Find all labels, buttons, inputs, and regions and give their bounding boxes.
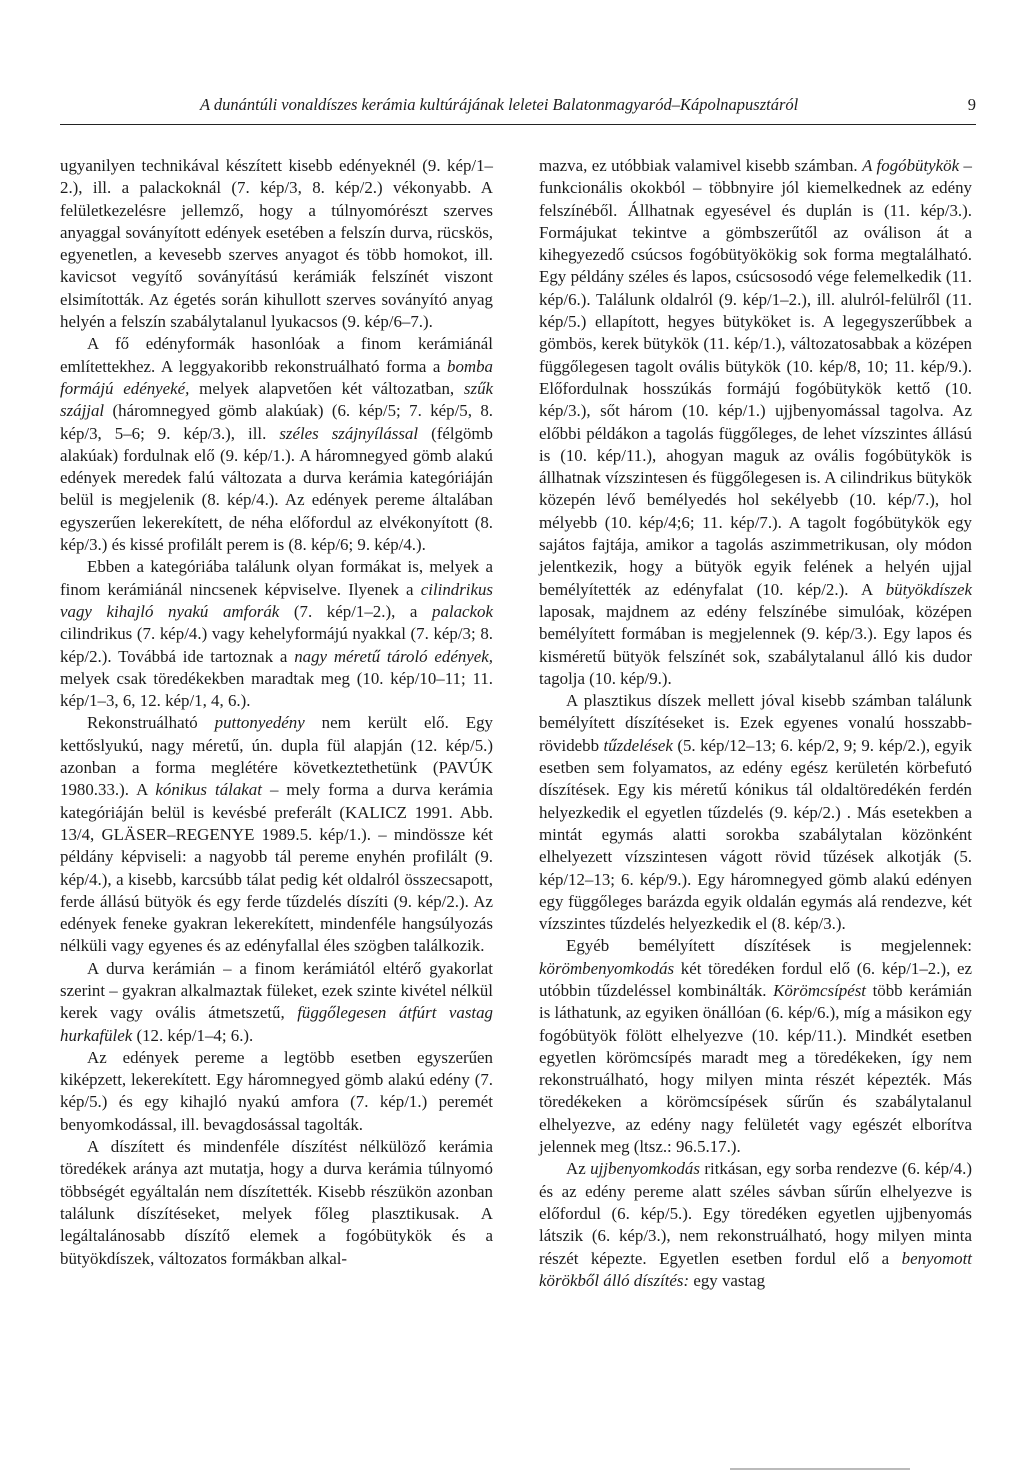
italic-term: szűk szájjal: [60, 378, 494, 421]
italic-term: benyomott körökből álló díszítés:: [539, 1248, 972, 1290]
text-run: Rekonstruálható: [87, 713, 215, 733]
text-run: A durva kerámián – a finom kerámiától eltérő gyakorlat szerint – gyakran alkalmaztak füleket, ezek szinte kivétel nélkül kerek vagy ovális átmetszetű,: [60, 958, 493, 1023]
text-run: mazva, ez utóbbiak valamivel kisebb számban.: [539, 156, 863, 175]
text-run: két töredéken fordul elő (6. kép/1–2.), ez utóbbin tűzdeléssel kombinálták.: [539, 958, 972, 1000]
text-run: ugyanilyen technikával készített kisebb edényeknél (9. kép/1–2.), ill. a palackoknál (7. kép/3, 8. kép/2.) vékonyabb. A felületkezelésre jellemző, hogy a túlnyomórészt szerves anyaggal soványított edények esetében a felszín durva, rücskös, egyenetlen, a kevesebb szerves anyagot és több homokot, ill. kavicsot vegyítő soványítású kerámiák felszínét viszont elsimították. Az égetés során kihullott szerves soványító anyag helyén a felszín szabálytalanul lyukacsos (9. kép/6–7.).: [60, 156, 493, 332]
paragraph: [60, 333, 493, 556]
page-number: 9: [967, 95, 976, 114]
italic-term: A fogóbütykök: [862, 156, 960, 175]
italic-term: nagy méretű tároló edények,: [294, 646, 493, 666]
paragraph: [60, 1047, 493, 1136]
text-run: (5. kép/12–13; 6. kép/2, 9; 9. kép/2.), egyik esetben sem folyamatos, az edény egész kerületén körbefutó díszítések. Egy kis méretű kónikus tál oldaltöredékén ferdén helyezkedik el egyetlen tűzdelés (9. kép/2.) . Más esetekben a mintát egymás alatti sorokba szabálytalan közönként elhelyezett vízszintesen vágott rövid tűzések alkotják (5. kép/12–13; 6. kép/9.). Egy háromnegyed gömb alakú edényen egy függőleges barázda egyik oldalán egymás alá rendezve, két vízszintes tűzdelés helyezkedik el (8. kép/3.).: [539, 735, 973, 934]
paragraph: [60, 155, 493, 333]
paragraph: [60, 1136, 493, 1270]
text-run: ritkásan, egy sorba rendezve (6. kép/4.) és az edény pereme alatt széles sávban sűrűn elhelyezve is előfordul (6. kép/5.). Egy töredéken egyetlen ujjbenyomás látszik (6. kép/3.), nem rekonstruálható, hogy milyen minta részét képezte. Egyetlen esetben fordul elő a: [539, 1159, 972, 1268]
paragraph: [60, 712, 493, 957]
italic-term: széles szájnyílással: [279, 423, 419, 443]
text-run: cilindrikus (7. kép/4.) vagy kehelyformájú nyakkal (7. kép/3; 8. kép/2.). Továbbá ide tartoznak a: [60, 624, 493, 666]
left-text-column: [60, 155, 493, 1270]
italic-term: körömbenyomkodás: [539, 958, 675, 978]
text-run: (félgömb alakúak) fordulnak elő (9. kép/1.). A háromnegyed gömb alakú edények meredek falú változata a durva kerámia kategóriáján belül is megjelenik (8. kép/4.). Az edények pereme általában egyszerűen lekerekített, de néha előfordul az elvékonyított (8. kép/3.) és kissé profilált perem is (8. kép/6; 9. kép/4.).: [60, 423, 493, 555]
text-run: Ebben a kategóriába találunk olyan formákat is, melyek a finom kerámiánál nincsenek képviselve. Ilyenek a: [60, 557, 493, 599]
header-rule: [60, 124, 976, 125]
text-run: melyek csak töredékekben maradtak meg (10. kép/10–11; 11. kép/1–3, 6, 12. kép/1, 4, 6.).: [60, 668, 493, 711]
italic-term: palackok: [432, 601, 493, 621]
text-run: A plasztikus díszek mellett jóval kisebb számban találunk bemélyített díszítéseket is. Ezek egyenes vonalú hosszabb-rövidebb: [539, 691, 972, 755]
text-run: – mely forma a durva kerámia kategóriáján belül is kevésbé preferált (KALICZ 1991. Abb. 13/4, GLÄSER–REGENYE 1989.5. kép/1.). – mindössze két példány képviseli: a nagyobb tál pereme enyhén profilált (9. kép/4.), a kisebb, karcsúbb tálat pedig két oldalról összecsapott, ferde állású bütyök és egy ferde tűzdelés díszíti (9. kép/2.). Az edények feneke gyakran lekerekített, mindenféle hangsúlyozás nélküli vagy egyenes és az edényfallal éles szögben találkozik.: [60, 780, 494, 956]
text-run: Az edények pereme a legtöbb esetben egyszerűen kiképzett, lekerekített. Egy háromnegyed gömb alakú edény (7. kép/5.) és egy kihajló nyakú amfora (7. kép/1.) peremét benyomkodással, ill. bevagdosással tagolták.: [60, 1047, 493, 1134]
paragraph: [539, 690, 972, 935]
italic-term: puttonyedény: [214, 713, 305, 733]
italic-term: kónikus tálakat: [155, 780, 262, 800]
text-run: egy vastag: [689, 1270, 766, 1290]
paragraph: [539, 935, 972, 1158]
text-run: A fő edényformák hasonlóak a finom kerámiánál említettekhez. A leggyakoribb rekonstruálható forma a: [60, 334, 493, 376]
text-run: A díszített és mindenféle díszítést nélkülöző kerámia töredékek aránya azt mutatja, hogy a durva kerámia túlnyomó többségét egyáltalán nem díszítették. Kisebb részükön azonban találunk díszítéseket, melyek főleg plasztikusak. A legáltalánosabb díszítő elemek a fogóbütykök és a bütyökdíszek, változatos formákban alkal-: [60, 1137, 493, 1268]
scan-edge-mark: [730, 1468, 910, 1470]
text-run: (7. kép/1–2.), a: [279, 601, 433, 621]
text-run: Az: [566, 1159, 591, 1179]
running-header: [200, 95, 976, 115]
right-text-column: [539, 155, 972, 1292]
text-run: – funkcionális okokból – többnyire jól kiemelkednek az edény felszínéből. Állhatnak egyesével és duplán is (11. kép/3.). Formájukat tekintve a gömbszerűtől az oválison át a kihegyezedő csúcsos fogóbütyökökig sok forma megtalálható. Egy példány széles és lapos, csúcsosodó vége felemelkedik (11. kép/6.). Találunk oldalról (9. kép/1–2.), ill. alulról-felülről (11. kép/5.) ellapított, hegyes bütyköket is. A legegyszerűbbek a gömbös, kerek bütykök (11. kép/1.), változatosabbak a középen függőlegesen tagolt ovális bütykök (10. kép/8, 10; 11. kép/9.). Előfordulnak hosszúkás formájú fogóbütykök kettő (10. kép/3.), sőt három (10. kép/1.) ujjbenyomással tagolva. Az előbbi példákon a tagolás függőleges, de lehet vízszintes állású is (10. kép/11.), ahogyan maguk az ovális fogóbütykök is állhatnak vízszintesen és függőlegesen is. A cilindrikus bütykök közepén lévő bemélyedés hol sekélyebb (10. kép/7.), hol mélyebb (10. kép/4;6; 11. kép/7.). A tagolt fogóbütykök egy sajátos fajtája, amikor a tagolás aszimmetrikusan, oly módon jelentkezik, hogy a bütyök egyik felének a helyén ujjal bemélyítették az edényfalat (10. kép/2.). A: [539, 156, 972, 599]
text-run: (12. kép/1–4; 6.).: [132, 1025, 254, 1045]
text-run: nem került elő. Egy kettőslyukú, nagy méretű, ún. dupla fül alapján (12. kép/5.) azonban a forma meglétére következtethetünk (PAVÚK 1980.33.). A: [60, 713, 493, 800]
italic-term: cilindrikus vagy kihajló nyakú amforák: [60, 579, 493, 621]
running-title: A dunántúli vonaldíszes kerámia kultúrájának leletei Balatonmagyaród–Kápolnapusztáról: [200, 95, 799, 114]
text-run: Egyéb bemélyített díszítések is megjelennek:: [566, 936, 972, 956]
italic-term: tűzdelések: [603, 735, 673, 755]
text-run: laposak, majdnem az edény felszínébe simulóak, középen bemélyített formában is megjelennek (9. kép/3.). Egy lapos és kisméretű bütyök felszínét sok, szabálytalanul álló kis dudor tagolja (10. kép/9.).: [539, 601, 972, 688]
paragraph: [60, 556, 493, 712]
italic-term: Körömcsípést: [773, 980, 866, 1000]
text-run: melyek alapvetően két változatban,: [189, 378, 464, 398]
italic-term: ujjbenyomkodás: [590, 1159, 700, 1179]
paragraph: [539, 155, 972, 690]
paragraph: [60, 958, 493, 1047]
text-run: (háromnegyed gömb alakúak) (6. kép/5; 7. kép/5, 8. kép/3, 5–6; 9. kép/3.), ill.: [60, 401, 493, 443]
italic-term: függőlegesen átfúrt vastag hurkafülek: [60, 1003, 493, 1045]
text-run: több kerámián is láthatunk, az egyiken önállóan (6. kép/6.), míg a másikon egy fogóbütyök fölött elhelyezve (10. kép/11.). Mindkét esetben egyetlen körömcsípés maradt meg a töredékeken, így nem rekonstruálható, hogy milyen minta részét képezték. Más töredékeken a körömcsípések sűrűn és szabálytalanul elhelyezve, az edény nagy felületét vagy egészét elborítva jelennek meg (ltsz.: 96.5.17.).: [539, 980, 973, 1157]
paragraph: [539, 1158, 972, 1292]
italic-term: bütyökdíszek: [885, 579, 972, 599]
italic-term: bomba formájú edényeké,: [60, 356, 493, 398]
